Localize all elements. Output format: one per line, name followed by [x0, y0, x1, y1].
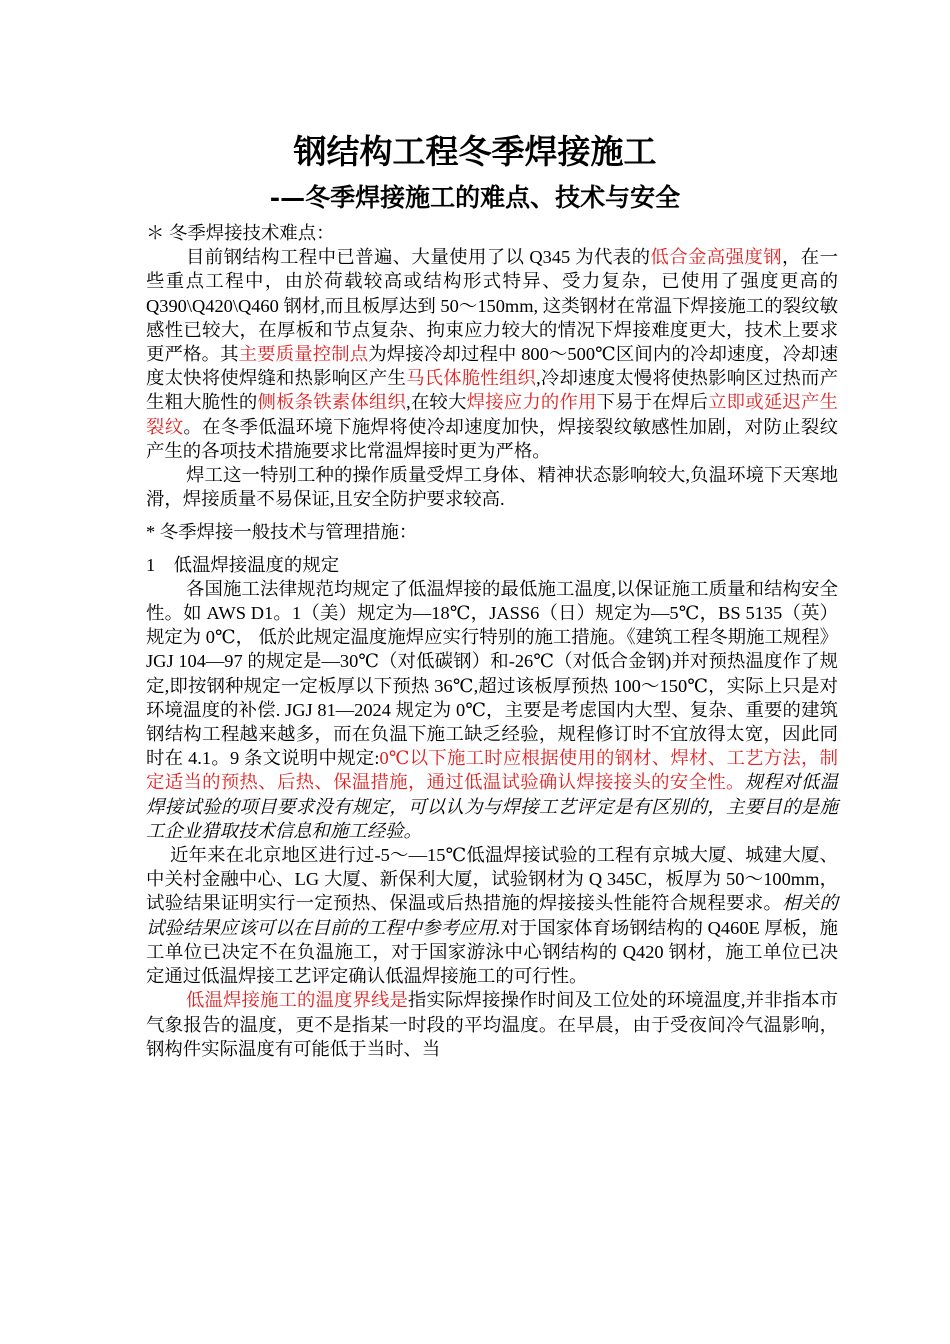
text-run: 近年来在北京地区进行过-5～—15℃低温焊接试验的工程有京城大厦、城建大厦、中关村金融中心、LG 大厦、新保利大厦，试验钢材为 Q 345C，板厚为 50～100mm，试验结果证明实行一定预热、保温或后热措施的焊接接头性能符合规程要求。: [146, 845, 838, 914]
highlight-text: 低温焊接施工的温度界线是: [186, 990, 408, 1011]
paragraph-temperature-standards: [146, 577, 838, 843]
highlight-text: 主要质量控制点: [238, 344, 369, 365]
text-run: ，在一些重点工程中，由於荷载较高或结构形式特异、受力复杂，已使用了强度更高的 Q390\Q420\Q460 钢材,而且板厚达到 50～150mm, 这类钢材在常温下焊接施工的裂纹敏感性已较大，在厚板和节点复杂、拘束应力较大的情况下焊接难度更大，技术上要求更严格。其: [146, 247, 838, 365]
text-run: 为焊接冷却过程中 800～500℃区间内的冷却速度，冷却速度太快将使焊缝和热影响区产生: [146, 344, 838, 389]
paragraph-beijing-tests: [146, 843, 838, 988]
section-heading-difficulties: ＊ 冬季焊接技术难点：: [146, 223, 335, 243]
page-subtitle: -—冬季焊接施工的难点、技术与安全: [269, 183, 681, 212]
text-run: ,冷却速度太慢将使热影响区过热而产生粗大脆性的: [146, 368, 838, 413]
highlight-text: 马氏体脆性组织: [406, 368, 537, 389]
highlight-text: 立即或延迟产生裂纹: [146, 392, 838, 437]
text-run: 各国施工法律规范均规定了低温焊接的最低施工温度,以保证施工质量和结构安全性。如 AWS D1。1（美）规定为—18℃，JASS6（日）规定为—5℃，BS 5135（英）规定为 0℃， 低於此规定温度施焊应实行特别的施工措施。《建筑工程冬期施工规程》JGJ 104—97 的规定是—30℃（对低碳钢）和-26℃（对低合金钢)并对预热温度作了规定,即按钢种规定一定板厚以下预热 36℃,超过该板厚预热 100～150℃，实际上只是对环境温度的补偿. JGJ 81—2024 规定为 0℃，主要是考虑国内大型、复杂、重要的建筑钢结构工程越来越多，而在负温下施工缺乏经验，规程修订时不宜放得太宽，因此同时在 4.1。9 条文说明中规定:: [146, 578, 838, 769]
text-run: ,在较大: [406, 392, 467, 413]
paragraph-welder-conditions: 焊工这一特别工种的操作质量受焊工身体、精神状态影响较大,负温环境下天寒地滑，焊接质量不易保证,且安全防护要求较高.: [146, 465, 838, 510]
page-title: 钢结构工程冬季焊接施工: [293, 132, 657, 171]
highlight-text: 低合金高强度钢: [650, 247, 782, 268]
document-body: [146, 221, 838, 1061]
text-run: 对于国家体育场钢结构的 Q460E 厚板，施工单位已决定不在负温施工，对于国家游泳中心钢结构的 Q420 钢材，施工单位已决定通过低温焊接工艺评定确认低温焊接施工的可行性。: [146, 917, 838, 987]
subsection-heading-temperature: 1 低温焊接温度的规定: [146, 554, 340, 575]
text-run: 目前钢结构工程中已普遍、大量使用了以 Q345 为代表的: [186, 247, 651, 268]
paragraph-steel-background: [146, 245, 838, 463]
text-run: 。在冬季低温环境下施焊将使冷却速度加快，焊接裂纹敏感性加剧，对防止裂纹产生的各项技术措施要求比常温焊接时更为严格。: [146, 416, 838, 461]
highlight-text: 焊接应力的作用: [466, 392, 597, 413]
text-run: 指实际焊接操作时间及工位处的环境温度,并非指本市气象报告的温度，更不是指某一时段的平均温度。在早晨，由于受夜间冷气温影响，钢构件实际温度有可能低于当时、当: [146, 990, 838, 1059]
highlight-text: 0℃以下施工时应根据使用的钢材、焊材、工艺方法，制定适当的预热、后热、保温措施，通过低温试验确认焊接接头的安全性。: [146, 748, 838, 793]
highlight-text: 侧板条铁素体组织: [257, 392, 407, 413]
paragraph-temperature-limit: [146, 988, 838, 1061]
text-run: 下易于在焊后: [596, 392, 709, 413]
italic-note: 相关的试验结果应该可以在目前的工程中参考应用.: [146, 893, 838, 938]
italic-note: 规程对低温焊接试验的项目要求没有规定，可以认为与焊接工艺评定是有区别的，主要目的是施工企业猎取技术信息和施工经验。: [146, 772, 838, 841]
section-heading-measures: * 冬季焊接一般技术与管理措施：: [146, 522, 418, 543]
